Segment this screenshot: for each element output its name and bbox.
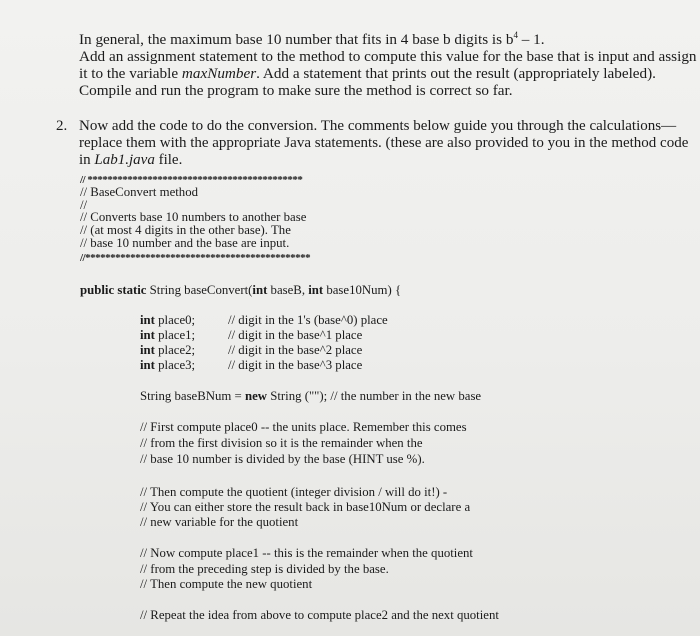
comment-block3-line: // from the preceding step is divided by the base. (140, 562, 389, 576)
comment-block3-line: // Now compute place1 -- this is the remainder when the quotient (140, 546, 473, 560)
decl-place0-comment: // digit in the 1's (base^0) place (228, 313, 388, 327)
decl-place1-comment: // digit in the base^1 place (228, 328, 363, 342)
item-number: 2. (56, 118, 68, 134)
comment-desc-3: // base 10 number and the base are input. (80, 236, 290, 250)
comment-desc-1: // Converts base 10 numbers to another base (80, 210, 307, 224)
decl-place3-comment: // digit in the base^3 place (228, 358, 363, 372)
comment-block2-line: // You can either store the result back in base10Num or declare a (140, 500, 471, 514)
intro-line-2: Add an assignment statement to the method to compute this value for the base that is input and assign (79, 48, 697, 65)
method-signature: public static String baseConvert(int baseB, int base10Num) { (80, 283, 402, 297)
comment-block3-line: // Then compute the new quotient (140, 577, 313, 591)
comment-border-bottom: //********************************************* (80, 252, 311, 264)
comment-block1-line: // First compute place0 -- the units place. Remember this comes (140, 420, 467, 434)
decl-place0: int place0; (140, 313, 196, 327)
comment-method-title: // BaseConvert method (80, 185, 198, 199)
comment-block1-line: // base 10 number is divided by the base (HINT use %). (140, 452, 425, 466)
comment-block2-line: // Then compute the quotient (integer division / will do it!) - (140, 485, 448, 499)
comment-block2-line: // new variable for the quotient (140, 515, 299, 529)
item2-line-3: in Lab1.java file. (79, 152, 183, 168)
decl-place2: int place2; (140, 343, 196, 357)
intro-line-4: Compile and run the program to make sure the method is correct so far. (79, 82, 513, 99)
comment-blank: // (80, 198, 88, 212)
decl-place3: int place3; (140, 358, 196, 372)
comment-border-top: // ******************************************* (80, 174, 303, 186)
string-declaration: String baseBNum = new String (""); // the number in the new base (140, 389, 482, 403)
decl-place2-comment: // digit in the base^2 place (228, 343, 363, 357)
intro-line-1: In general, the maximum base 10 number that fits in 4 base b digits is $b^4 - 1$. (79, 30, 545, 48)
item2-line-1: Now add the code to do the conversion. The comments below guide you through the calculations— (79, 118, 677, 134)
intro-line-3: it to the variable maxNumber. Add a statement that prints out the result (appropriately labeled). (79, 65, 656, 82)
comment-desc-2: // (at most 4 digits in the other base). The (80, 223, 291, 237)
comment-block1-line: // from the first division so it is the remainder when the (140, 436, 423, 450)
decl-place1: int place1; (140, 328, 196, 342)
item2-line-2: replace them with the appropriate Java statements. (these are also provided to you in the method code (79, 135, 689, 151)
comment-block4-line: // Repeat the idea from above to compute place2 and the next quotient (140, 608, 499, 622)
